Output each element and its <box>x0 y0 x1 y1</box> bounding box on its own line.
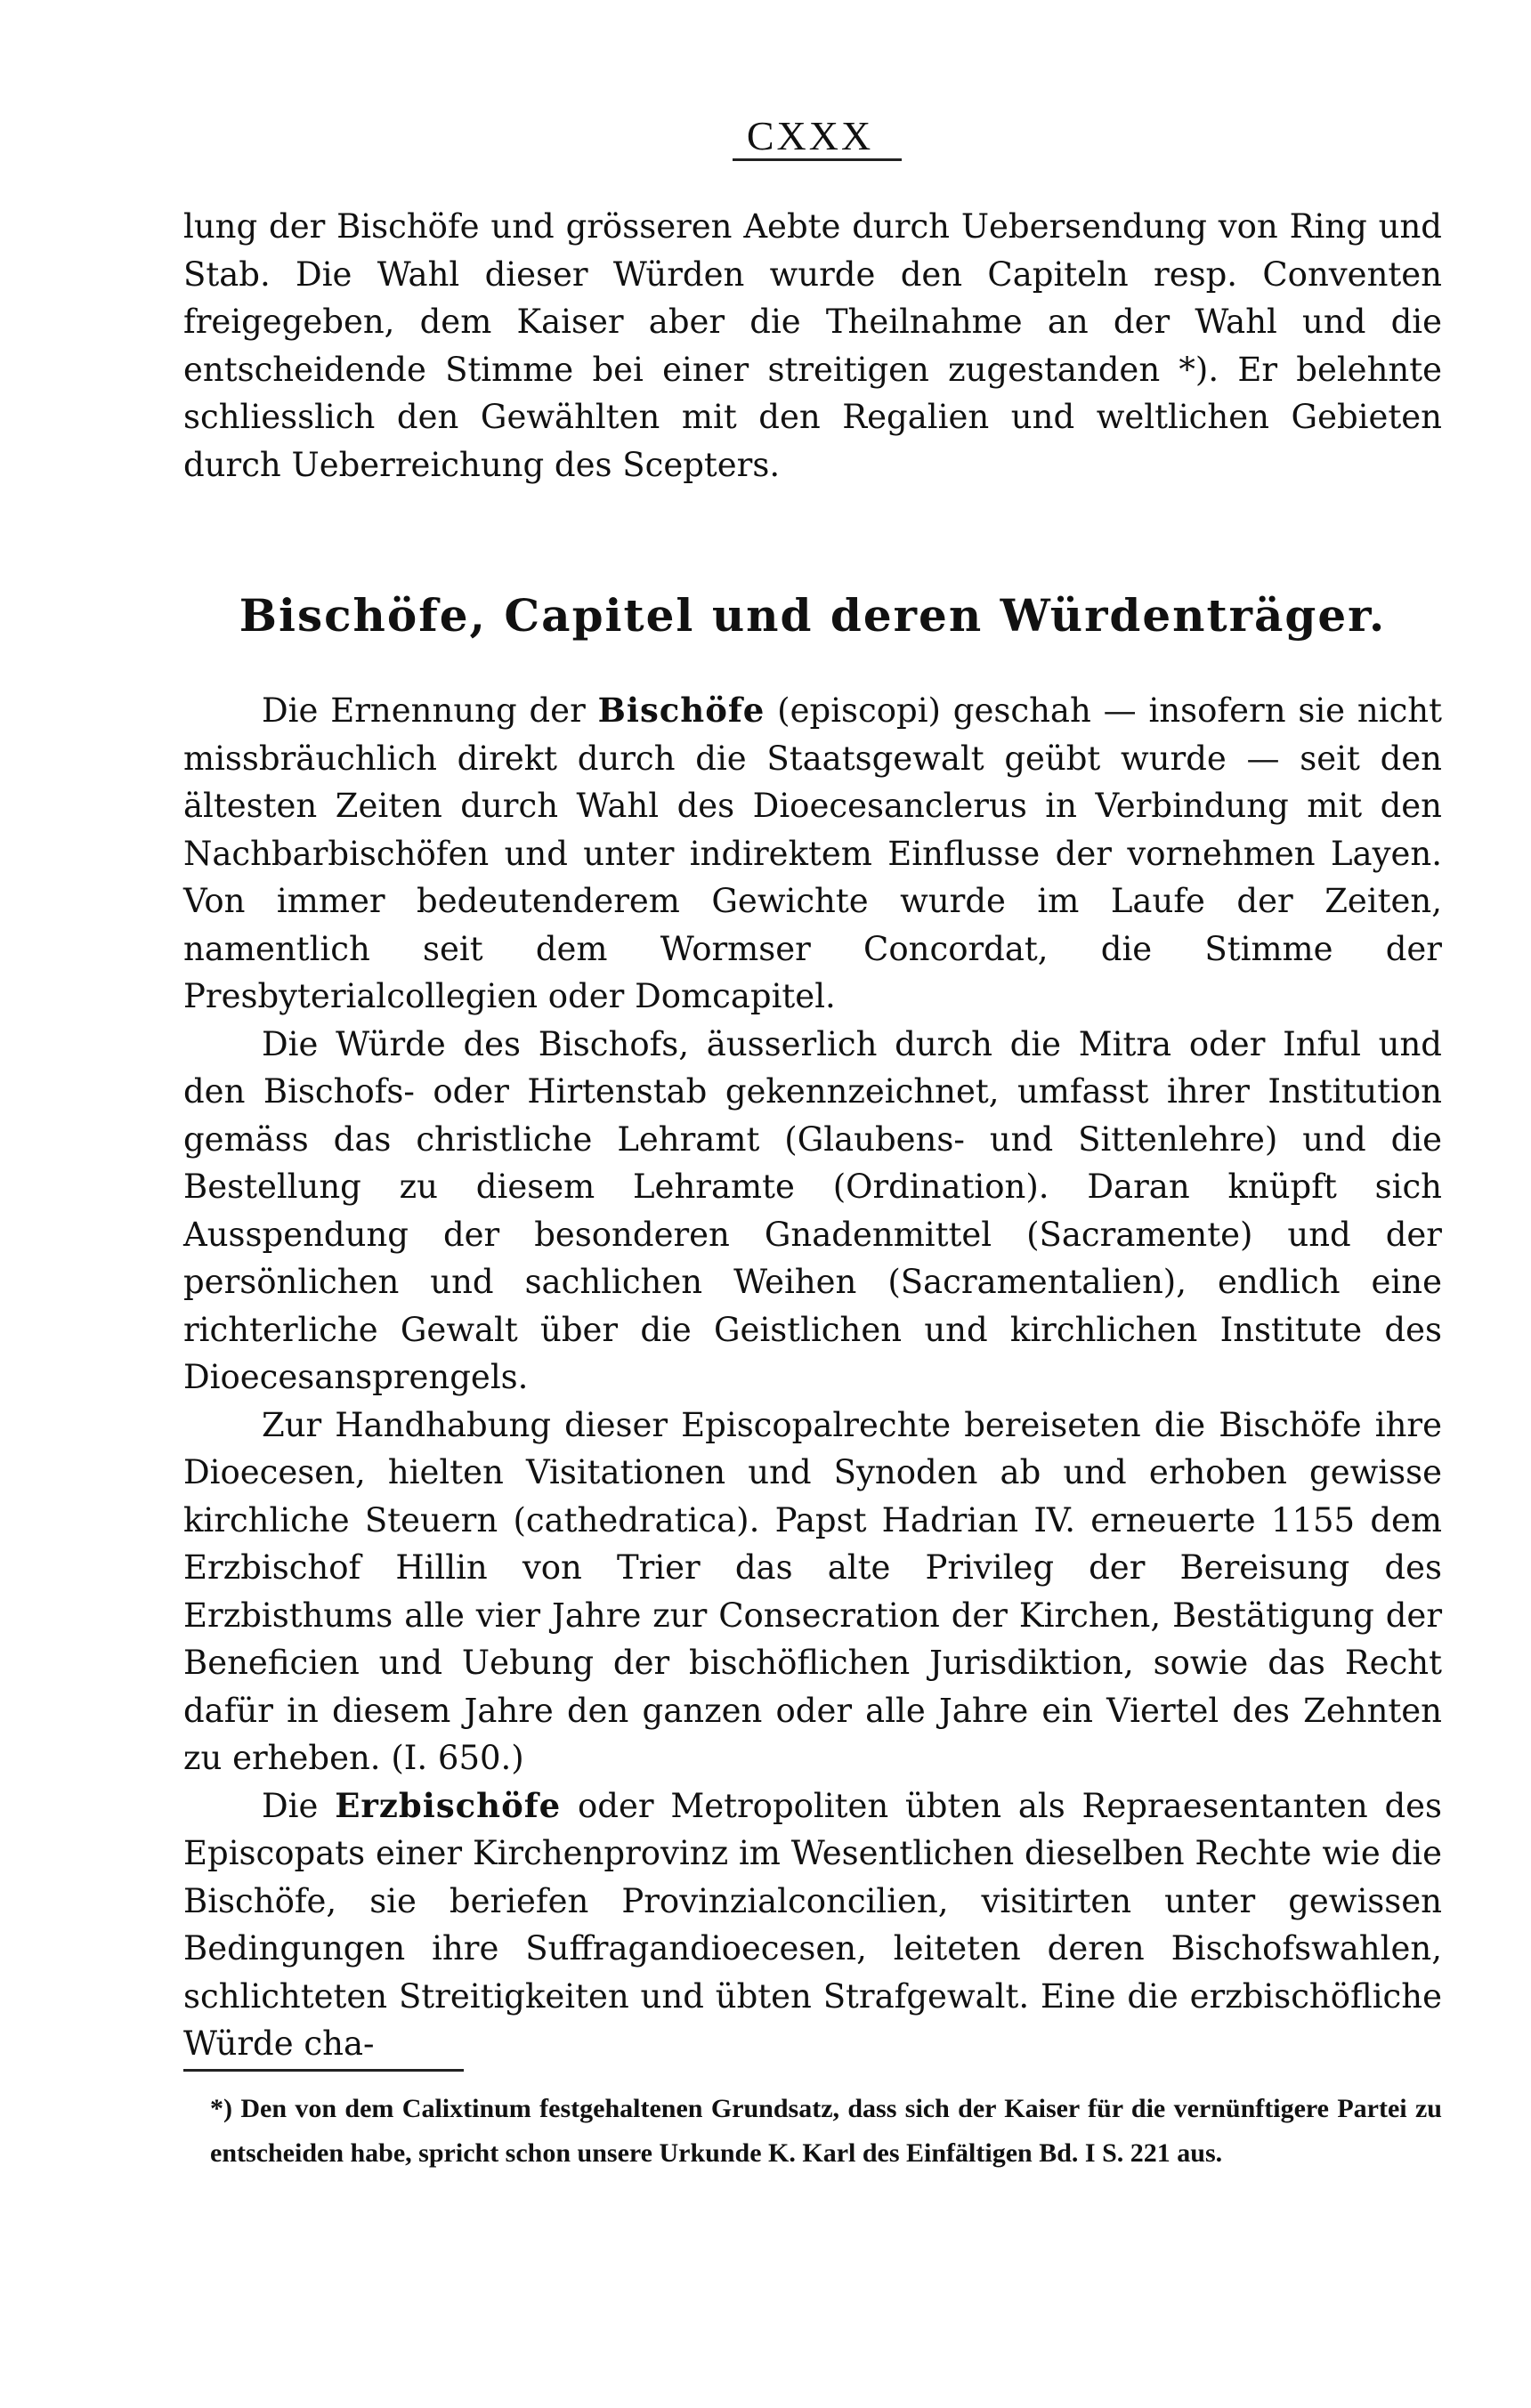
paragraph-bishops-dignity: Die Würde des Bischofs, äusserlich durch die Mitra oder Inful und den Bischofs- oder Hirtenstab gekennzeichnet, umfasst ihrer Institution gemäss das christliche Lehramt (Glaubens- und Sittenlehre) und die Bestellung zu diesem Lehramte (Ordination). Daran knüpft sich Ausspendung der besonderen Gnadenmittel (Sacramente) und der persönlichen und sachlichen Weihen (Sacramentalien), endlich eine richterliche Gewalt über die Geistlichen und kirchlichen Institute des Dioecesansprengels. <box>183 1024 1442 1396</box>
paragraph-archbishops <box>183 1782 1442 2068</box>
paragraph-1-start: Die Ernennung der <box>262 691 598 730</box>
page-number: CXXX <box>746 113 874 158</box>
paragraph-1-rest: (episcopi) geschah — insofern sie nicht missbräuchlich direkt durch die Staatsgewalt geübt wurde — seit den ältesten Zeiten durch Wahl des Dioecesanclerus in Verbindung mit den Nachbarbischöfen und unter indirektem Einflusse der vornehmen Layen. Von immer bedeutenderem Gewichte wurde im Laufe der Zeiten, namentlich seit dem Wormser Concordat, die Stimme der Presbyterialcollegien oder Domcapitel. <box>183 691 1443 1015</box>
intro-text-block <box>183 203 1442 489</box>
paragraph-4-start: Die <box>262 1786 336 1825</box>
bold-term-bischoefe: Bischöfe <box>597 691 766 730</box>
paragraph-bishops-election <box>183 687 1442 1021</box>
body-text-block <box>183 687 1442 2068</box>
footnote-rule <box>183 2069 464 2072</box>
paragraph-episcopal-rights: Zur Handhabung dieser Episcopalrechte bereiseten die Bischöfe ihre Dioecesen, hielten Visitationen und Synoden ab und erhoben gewisse kirchliche Steuern (cathedratica). Papst Hadrian IV. erneuerte 1155 dem Erzbischof Hillin von Trier das alte Privileg der Bereisung des Erzbisthums alle vier Jahre zur Consecration der Kirchen, Bestätigung der Beneficien und Uebung der bischöflichen Jurisdiktion, sowie das Recht dafür in diesem Jahre den ganzen oder alle Jahre ein Viertel des Zehnten zu erheben. (I. 650.) <box>183 1405 1442 1777</box>
footnote: *) Den von dem Calixtinum festgehaltenen Grundsatz, dass sich der Kaiser für die vernünftigere Partei zu entscheiden habe, spricht schon unsere Urkunde K. Karl des Einfältigen Bd. I S. 221 aus. <box>210 2094 1442 2168</box>
bold-term-erzbischoefe: Erzbischöfe <box>335 1785 562 1825</box>
page-number-rule <box>733 158 902 161</box>
paragraph-4-rest: oder Metropoliten übten als Repraesentanten des Episcopats einer Kirchenprovinz im Wesentlichen dieselben Rechte wie die Bischöfe, sie beriefen Provinzialconcilien, visitirten unter gewissen Bedingungen ihre Suffragandioecesen, leiteten deren Bischofswahlen, schlichteten Streitigkeiten und übten Strafgewalt. Eine die erzbischöfliche Würde cha- <box>183 1786 1443 2063</box>
intro-paragraph: lung der Bischöfe und grösseren Aebte durch Uebersendung von Ring und Stab. Die Wahl dieser Würden wurde den Capiteln resp. Conventen freigegeben, dem Kaiser aber die Theilnahme an der Wahl und die entscheidende Stimme bei einer streitigen zugestanden *). Er belehnte schliesslich den Gewählten mit den Regalien und weltlichen Gebieten durch Ueberreichung des Scepters. <box>183 207 1442 484</box>
section-heading: Bischöfe, Capitel und deren Würdenträger. <box>239 589 1387 642</box>
